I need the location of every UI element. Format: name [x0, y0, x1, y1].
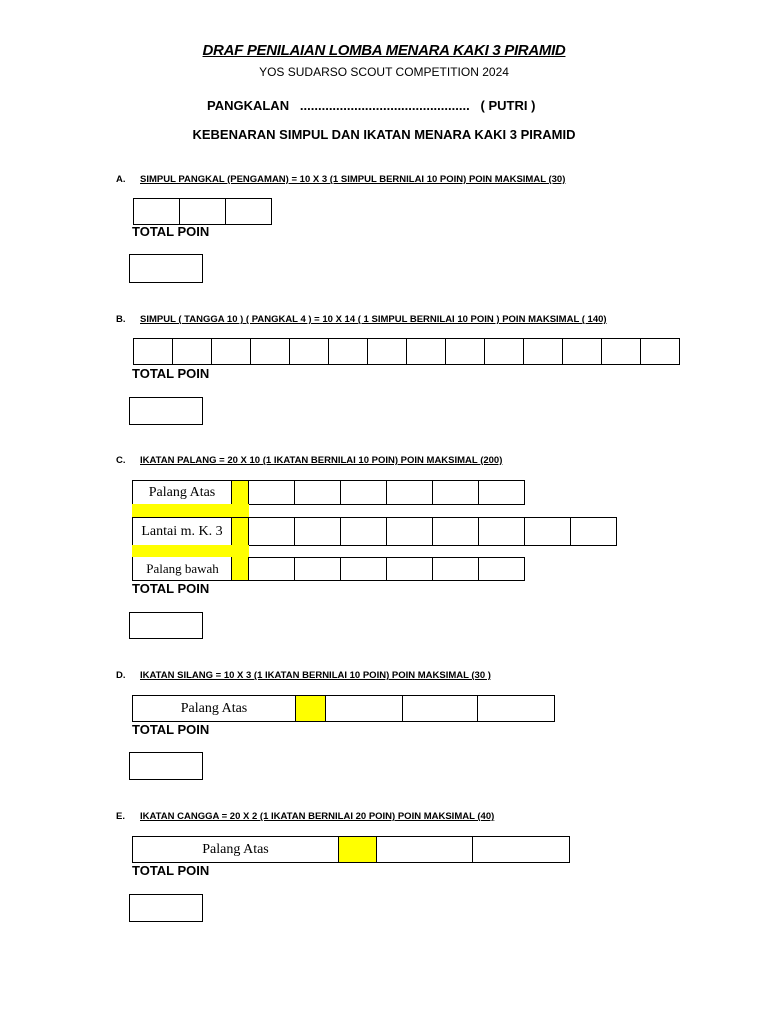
page-title: DRAF PENILAIAN LOMBA MENARA KAKI 3 PIRAMID — [202, 42, 566, 59]
highlight-strip — [132, 545, 249, 557]
section-a-score-row — [133, 198, 272, 225]
score-cell[interactable] — [524, 517, 571, 546]
row-label-palang-atas: Palang Atas — [132, 480, 232, 505]
row-label-lantai: Lantai m. K. 3 — [132, 517, 232, 546]
page-subtitle: YOS SUDARSO SCOUT COMPETITION 2024 — [259, 65, 509, 79]
score-cell[interactable] — [294, 480, 341, 505]
section-e-text: IKATAN CANGGA = 20 X 2 (1 IKATAN BERNILAI 20 POIN) POIN MAKSIMAL (40) — [140, 811, 495, 822]
score-cell[interactable] — [472, 836, 570, 863]
score-cell[interactable] — [133, 198, 180, 225]
score-cell[interactable] — [386, 480, 433, 505]
section-e-letter: E. — [116, 811, 125, 822]
row-label-palang-atas: Palang Atas — [132, 836, 339, 863]
score-cell[interactable] — [248, 480, 295, 505]
score-cell[interactable] — [289, 338, 329, 365]
score-cell[interactable] — [250, 338, 290, 365]
score-cell[interactable] — [402, 695, 478, 722]
highlight-strip — [132, 504, 249, 517]
total-poin-label-e: TOTAL POIN — [132, 863, 210, 878]
section-a-text: SIMPUL PANGKAL (PENGAMAN) = 10 X 3 (1 SIMPUL BERNILAI 10 POIN) POIN MAKSIMAL (30) — [140, 174, 566, 185]
score-cell[interactable] — [386, 517, 433, 546]
section-e-heading — [116, 811, 736, 825]
section-d-score-row — [132, 695, 555, 722]
row-label-palang-atas: Palang Atas — [132, 695, 296, 722]
score-cell[interactable] — [294, 517, 341, 546]
score-cell[interactable] — [478, 480, 525, 505]
score-cell[interactable] — [478, 517, 525, 546]
section-b-heading — [116, 314, 736, 328]
highlight-cell — [231, 557, 249, 581]
score-cell[interactable] — [328, 338, 368, 365]
palang-atas-score-row — [248, 480, 525, 505]
score-cell[interactable] — [340, 517, 387, 546]
section-a-heading — [116, 174, 736, 188]
section-c-text: IKATAN PALANG = 20 X 10 (1 IKATAN BERNILAI 10 POIN) POIN MAKSIMAL (200) — [140, 455, 503, 466]
section-b-letter: B. — [116, 314, 126, 325]
score-cell[interactable] — [640, 338, 680, 365]
score-cell[interactable] — [570, 517, 617, 546]
total-poin-label-c: TOTAL POIN — [132, 581, 210, 596]
score-cell[interactable] — [478, 557, 525, 581]
pangkalan-line: PANGKALAN ............................................... ( PUTRI ) — [207, 98, 536, 113]
palang-bawah-score-row — [248, 557, 525, 581]
score-cell[interactable] — [225, 198, 272, 225]
section-b-text: SIMPUL ( TANGGA 10 ) ( PANGKAL 4 ) = 10 X 14 ( 1 SIMPUL BERNILAI 10 POIN ) POIN MAKSIMAL ( 140) — [140, 314, 607, 325]
section-d-heading — [116, 670, 736, 684]
score-cell[interactable] — [523, 338, 563, 365]
score-cell[interactable] — [432, 480, 479, 505]
score-cell[interactable] — [367, 338, 407, 365]
lantai-score-row — [248, 517, 617, 546]
score-cell[interactable] — [445, 338, 485, 365]
score-cell[interactable] — [211, 338, 251, 365]
section-c-heading — [116, 455, 736, 469]
score-cell[interactable] — [294, 557, 341, 581]
total-poin-box-a[interactable] — [129, 254, 203, 283]
score-cell[interactable] — [562, 338, 602, 365]
score-cell[interactable] — [477, 695, 555, 722]
total-poin-label-a: TOTAL POIN — [132, 224, 210, 239]
score-cell[interactable] — [179, 198, 226, 225]
score-cell[interactable] — [325, 695, 403, 722]
section-b-score-row — [133, 338, 680, 365]
score-cell[interactable] — [248, 517, 295, 546]
section-a-letter: A. — [116, 174, 126, 185]
score-cell[interactable] — [601, 338, 641, 365]
row-label-palang-bawah: Palang bawah — [132, 557, 232, 581]
score-cell[interactable] — [432, 517, 479, 546]
total-poin-label-d: TOTAL POIN — [132, 722, 210, 737]
score-cell[interactable] — [248, 557, 295, 581]
section-d-letter: D. — [116, 670, 126, 681]
score-cell[interactable] — [133, 338, 173, 365]
highlight-cell — [338, 836, 377, 863]
highlight-cell — [231, 517, 249, 546]
score-cell[interactable] — [340, 557, 387, 581]
highlight-cell — [295, 695, 326, 722]
total-poin-label-b: TOTAL POIN — [132, 366, 210, 381]
section-c-letter: C. — [116, 455, 126, 466]
score-cell[interactable] — [406, 338, 446, 365]
total-poin-box-e[interactable] — [129, 894, 203, 922]
section-d-text: IKATAN SILANG = 10 X 3 (1 IKATAN BERNILAI 10 POIN) POIN MAKSIMAL (30 ) — [140, 670, 491, 681]
section-heading: KEBENARAN SIMPUL DAN IKATAN MENARA KAKI 3 PIRAMID — [192, 127, 576, 142]
score-cell[interactable] — [432, 557, 479, 581]
score-cell[interactable] — [172, 338, 212, 365]
score-cell[interactable] — [484, 338, 524, 365]
section-e-score-row — [132, 836, 570, 863]
total-poin-box-b[interactable] — [129, 397, 203, 425]
score-cell[interactable] — [340, 480, 387, 505]
total-poin-box-c[interactable] — [129, 612, 203, 639]
score-cell[interactable] — [376, 836, 473, 863]
highlight-cell — [231, 480, 249, 505]
score-cell[interactable] — [386, 557, 433, 581]
total-poin-box-d[interactable] — [129, 752, 203, 780]
